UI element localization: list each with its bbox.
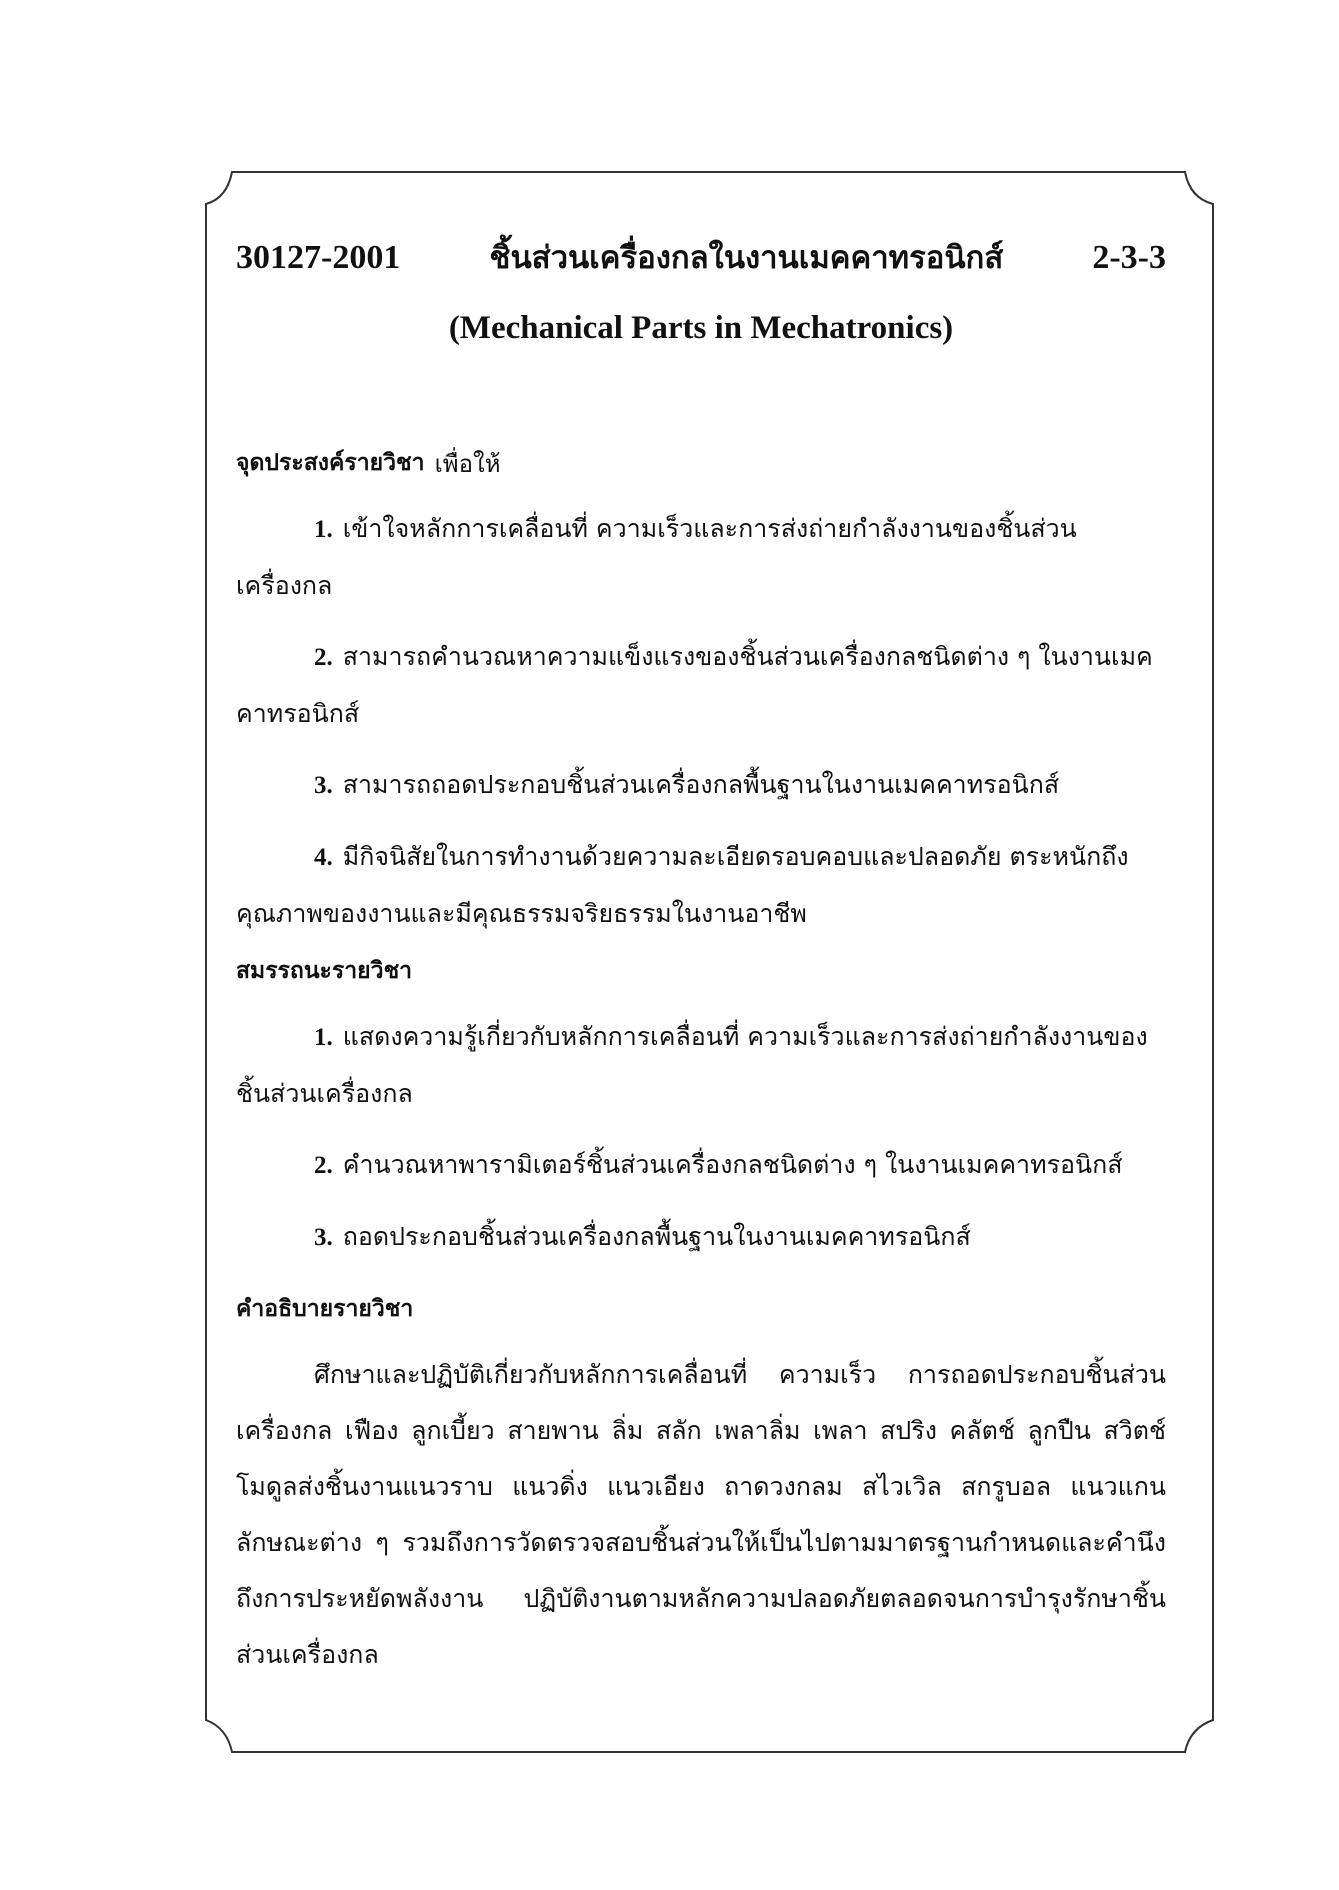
description-text: ศึกษาและปฏิบัติเกี่ยวกับหลักการเคลื่อนที่ ความเร็ว การถอดประกอบชิ้นส่วนเครื่องกล เฟือง ลูกเบี้ยว สายพาน ลิ่ม สลัก เพลาลิ่ม เพลา สปริง คลัตช์ ลูกปืน สวิตช์ โมดูลส่งชิ้นงานแนวราบ แนวดิ่ง แนวเอียง ถาดวงกลม สไวเวิล สกรูบอล แนวแกนลักษณะต่าง ๆ รวมถึงการวัดตรวจสอบชิ้นส่วนให้เป็นไปตามมาตรฐานกำหนดและคำนึงถึงการประหยัดพลังงาน ปฏิบัติงานตามหลักความปลอดภัยตลอดจนการบำรุงรักษาชิ้นส่วนเครื่องกล <box>236 1360 1166 1669</box>
competencies-heading: สมรรถนะรายวิชา <box>236 958 413 984</box>
competencies-heading-row <box>236 948 1166 994</box>
item-text: มีกิจนิสัยในการทำงานด้วยความละเอียดรอบคอบและปลอดภัย ตระหนักถึงคุณภาพของงานและมีคุณธรรมจริยธรรมในงานอาชีพ <box>236 842 1129 928</box>
item-text: เข้าใจหลักการเคลื่อนที่ ความเร็วและการส่งถ่ายกำลังงานของชิ้นส่วนเครื่องกล <box>236 514 1077 600</box>
course-credits: 2-3-3 <box>1092 239 1166 276</box>
item-text: คำนวณหาพารามิเตอร์ชิ้นส่วนเครื่องกลชนิดต่าง ๆ ในงานเมคคาทรอนิกส์ <box>342 1150 1123 1179</box>
course-name-thai: ชิ้นส่วนเครื่องกลในงานเมคคาทรอนิกส์ <box>489 240 1004 276</box>
item-text: สามารถคำนวณหาความแข็งแรงของชิ้นส่วนเครื่องกลชนิดต่าง ๆ ในงานเมคคาทรอนิกส์ <box>236 642 1153 728</box>
list-item <box>236 1137 1166 1194</box>
item-number: 3. <box>314 772 333 799</box>
item-number: 1. <box>314 516 333 543</box>
competencies-list <box>236 1009 1166 1266</box>
list-item <box>236 757 1166 814</box>
item-number: 1. <box>314 1024 333 1051</box>
course-card <box>236 232 1166 360</box>
item-text: ถอดประกอบชิ้นส่วนเครื่องกลพื้นฐานในงานเมคคาทรอนิกส์ <box>342 1222 971 1251</box>
item-number: 2. <box>314 1152 333 1179</box>
objectives-heading-row <box>236 440 1166 486</box>
item-text: แสดงความรู้เกี่ยวกับหลักการเคลื่อนที่ ความเร็วและการส่งถ่ายกำลังงานของชิ้นส่วนเครื่องกล <box>236 1022 1148 1108</box>
description-heading: คำอธิบายรายวิชา <box>236 1296 414 1322</box>
list-item <box>236 1009 1166 1122</box>
list-item <box>236 1209 1166 1266</box>
list-item <box>236 501 1166 614</box>
objectives-heading: จุดประสงค์รายวิชา <box>236 450 425 476</box>
list-item <box>236 829 1166 942</box>
objectives-list <box>236 501 1166 942</box>
list-item <box>236 629 1166 742</box>
objectives-lead: เพื่อให้ <box>434 449 501 478</box>
description-heading-row <box>236 1286 1166 1332</box>
course-name-english: (Mechanical Parts in Mechatronics) <box>448 310 954 346</box>
course-title-line <box>236 232 1166 288</box>
item-number: 2. <box>314 644 333 671</box>
item-number: 4. <box>314 844 333 871</box>
objectives-section <box>236 440 1166 942</box>
item-text: สามารถถอดประกอบชิ้นส่วนเครื่องกลพื้นฐานในงานเมคคาทรอนิกส์ <box>342 770 1060 799</box>
item-number: 3. <box>314 1224 333 1251</box>
description-section <box>236 1286 1166 1683</box>
competencies-section <box>236 948 1166 1266</box>
course-code: 30127-2001 <box>236 239 401 276</box>
